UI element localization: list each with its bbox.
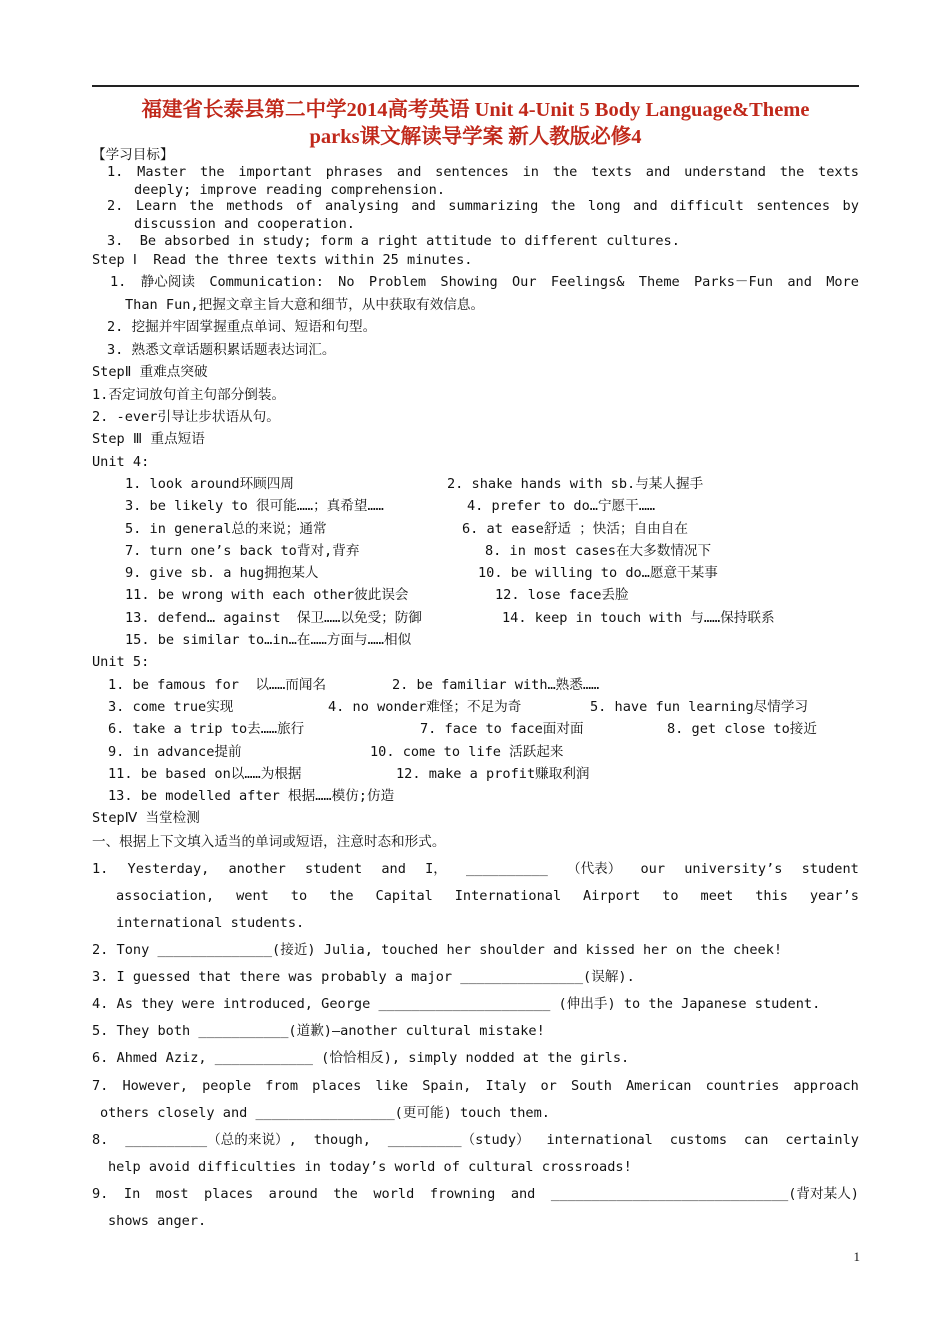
word: Spain, [422, 1078, 472, 1094]
word: Showing [440, 274, 498, 290]
word: to [290, 888, 308, 904]
word: world [373, 1186, 415, 1202]
word: However, [122, 1078, 188, 1094]
step1-item-1-line-2: Than Fun,把握文章主旨大意和细节，从中获取有效信息。 [125, 297, 485, 313]
word: texts [591, 164, 632, 180]
word: methods [226, 198, 284, 214]
unit5-phrase: 5. have fun learning尽情学习 [590, 699, 809, 715]
word: 8. [92, 1132, 109, 1148]
word: No [338, 274, 355, 290]
question-4: 4. As they were introduced, George _____________________ (伸出手) to the Japanese student. [92, 996, 821, 1012]
word: approach [793, 1078, 859, 1094]
word: More [826, 274, 859, 290]
question-1-line-1 [92, 859, 859, 879]
word: to [662, 888, 679, 904]
word: by [842, 198, 859, 214]
unit5-phrase: 3. come true实现 [108, 699, 234, 715]
word: difficult [670, 198, 744, 214]
unit4-phrase: 8. in most cases在大多数情况下 [485, 543, 712, 559]
word: Master [137, 164, 187, 180]
unit4-phrase: 13. defend… against 保卫……以免受；防御 [125, 610, 422, 626]
question-9-line-1 [92, 1184, 859, 1204]
unit4-phrase: 2. shake hands with sb.与某人握手 [447, 476, 704, 492]
word: the [779, 164, 805, 180]
question-9-line-2: shows anger. [108, 1213, 207, 1229]
question-1-line-2 [116, 886, 859, 906]
word: the [550, 198, 576, 214]
unit5-phrase: 4. no wonder难怪；不足为奇 [328, 699, 522, 715]
step1-item-2: 2. 挖掘并牢固掌握重点单词、短语和句型。 [107, 319, 377, 335]
word: most [155, 1186, 189, 1202]
objectives-heading: 【学习目标】 [92, 147, 174, 163]
word: certainly [785, 1132, 859, 1148]
unit4-phrase: 7. turn one’s back to背对,背弃 [125, 543, 360, 559]
unit4-phrase: 6. at ease舒适 ；快活；自由自在 [462, 521, 688, 537]
unit5-phrase: 2. be familiar with…熟悉…… [392, 677, 600, 693]
unit4-phrase: 1. look around环顾四周 [125, 476, 294, 492]
page-number: 1 [853, 1249, 860, 1264]
step2-heading: StepⅡ 重难点突破 [92, 364, 208, 380]
word: 2. [107, 198, 124, 214]
objective-2-line-2: discussion and cooperation. [134, 216, 355, 232]
word: student [304, 861, 363, 877]
unit4-phrase: 3. be likely to 很可能……；真希望…… [125, 498, 384, 514]
word: in [522, 164, 539, 180]
step2-item-2: 2. -ever引导让步状语从句。 [92, 409, 280, 425]
unit5-phrase: 7. face to face面对面 [420, 721, 584, 737]
step1-item-1-line-1 [110, 272, 859, 292]
step1-item-3: 3. 熟悉文章话题积累话题表达词汇。 [107, 342, 336, 358]
unit4-phrase: 10. be willing to do…愿意干某事 [478, 565, 718, 581]
word: student [801, 861, 859, 877]
objective-3: 3. Be absorbed in study; form a right attitude to different cultures. [107, 233, 680, 249]
word: went [236, 888, 269, 904]
unit4-phrase: 12. lose face丢脸 [495, 587, 629, 603]
word: international [546, 1132, 653, 1148]
word: association, [116, 888, 215, 904]
question-6: 6. Ahmed Aziz, ____________ (恰恰相反), simply nodded at the girls. [92, 1050, 630, 1066]
word: important [238, 164, 313, 180]
word: the [333, 1186, 358, 1202]
top-rule [92, 85, 859, 87]
word: the [189, 198, 214, 214]
word: sentences [435, 164, 509, 180]
word: __________（总的来说）, [125, 1132, 297, 1148]
word: 静心阅读 [140, 274, 196, 290]
word: and [633, 198, 658, 214]
unit4-phrase: 5. in general总的来说；通常 [125, 521, 327, 537]
word: university’s [684, 861, 783, 877]
unit5-phrase: 11. be based on以……为根据 [108, 766, 302, 782]
word: I， [425, 861, 447, 877]
word: phrases [325, 164, 384, 180]
unit5-label: Unit 5: [92, 654, 150, 670]
unit4-phrase: 14. keep in touch with 与……保持联系 [502, 610, 775, 626]
question-7-line-2: others closely and _________________(更可能) touch them. [100, 1105, 550, 1121]
word: Airport [583, 888, 641, 904]
word: South [570, 1078, 612, 1094]
word: __________ [466, 861, 548, 877]
word: American [626, 1078, 692, 1094]
unit4-phrase: 15. be similar to…in…在……方面与……相似 [125, 632, 412, 648]
word: and [645, 164, 671, 180]
unit4-phrase: 4. prefer to do…宁愿干…… [467, 498, 656, 514]
unit5-phrase: 8. get close to接近 [667, 721, 817, 737]
question-7-line-1 [92, 1076, 859, 1096]
unit5-phrase: 10. come to life 活跃起来 [370, 744, 564, 760]
word: the [329, 888, 354, 904]
word: sentences [756, 198, 831, 214]
step3-heading: Step Ⅲ 重点短语 [92, 431, 205, 447]
word: _________（study） [387, 1132, 530, 1148]
word: frowning [429, 1186, 496, 1202]
title-line-1: 福建省长泰县第二中学2014高考英语 Unit 4-Unit 5 Body Language&Theme [141, 99, 810, 121]
word: and [411, 198, 436, 214]
unit5-phrase: 1. be famous for 以……而闻名 [108, 677, 327, 693]
unit4-phrase: 11. be wrong with each other彼此误会 [125, 587, 409, 603]
word: year’s [809, 888, 859, 904]
word: like [375, 1078, 409, 1094]
word: our [640, 861, 666, 877]
word: and [787, 274, 812, 290]
objective-2-line-1 [107, 196, 859, 216]
question-2: 2. Tony ______________(接近) Julia, touched her shoulder and kissed her on the cheek! [92, 942, 783, 958]
word: long [587, 198, 621, 214]
word: places [204, 1186, 254, 1202]
unit5-phrase: 6. take a trip to去……旅行 [108, 721, 305, 737]
document-title [92, 97, 859, 151]
word: Theme [638, 274, 680, 290]
word: though, [313, 1132, 371, 1148]
word: the [200, 164, 225, 180]
unit5-phrase: 9. in advance提前 [108, 744, 242, 760]
word: 1. [92, 861, 109, 877]
word: from [265, 1078, 299, 1094]
unit5-phrase: 13. be modelled after 根据……模仿;仿造 [108, 788, 395, 804]
word: _____________________________(背对某人) [550, 1186, 859, 1202]
question-5: 5. They both ___________(道歉)—another cultural mistake! [92, 1023, 545, 1039]
word: 1. [110, 274, 127, 290]
word: Communication: [209, 274, 324, 290]
word: Our [511, 274, 537, 290]
word: places [312, 1078, 362, 1094]
question-8-line-2: help avoid difficulties in today’s world of cultural crossroads! [108, 1159, 632, 1175]
step4-heading: StepⅣ 当堂检测 [92, 810, 200, 826]
word: （代表） [566, 861, 622, 877]
word: Capital [375, 888, 433, 904]
word: In [123, 1186, 141, 1202]
word: customs [669, 1132, 728, 1148]
word: understand [684, 164, 766, 180]
word: and [510, 1186, 536, 1202]
step1-heading: Step Ⅰ Read the three texts within 25 minutes. [92, 252, 473, 268]
word: people [202, 1078, 252, 1094]
word: texts [818, 164, 859, 180]
word: of [296, 198, 313, 214]
word: meet [700, 888, 734, 904]
unit4-phrase: 9. give sb. a hug拥抱某人 [125, 565, 319, 581]
word: this [755, 888, 788, 904]
word: summarizing [448, 198, 539, 214]
question-8-line-1 [92, 1130, 859, 1150]
word: Learn [135, 198, 177, 214]
title-line-2: parks课文解读导学案 新人教版必修4 [309, 126, 642, 148]
unit5-phrase: 12. make a profit赚取利润 [396, 766, 590, 782]
word: and [381, 861, 406, 877]
word: Feelings& [550, 274, 625, 290]
word: or [540, 1078, 557, 1094]
word: International [454, 888, 562, 904]
word: Yesterday, [127, 861, 210, 877]
word: the [552, 164, 578, 180]
step4-instruction: 一、根据上下文填入适当的单词或短语，注意时态和形式。 [92, 834, 446, 850]
word: countries [705, 1078, 780, 1094]
word: 7. [92, 1078, 109, 1094]
word: and [396, 164, 422, 180]
word: Parks－Fun [693, 274, 774, 290]
word: Italy [485, 1078, 527, 1094]
question-1-line-3: international students. [116, 915, 305, 931]
step2-item-1: 1.否定词放句首主句部分倒装。 [92, 387, 286, 403]
word: Problem [368, 274, 427, 290]
word: 1. [107, 164, 124, 180]
word: can [743, 1132, 769, 1148]
word: 9. [92, 1186, 109, 1202]
objective-1-line-2: deeply; improve reading comprehension. [134, 182, 445, 198]
question-3: 3. I guessed that there was probably a major _______________(误解). [92, 969, 635, 985]
word: analysing [325, 198, 399, 214]
unit4-label: Unit 4: [92, 454, 150, 470]
word: another [228, 861, 286, 877]
objective-1-line-1 [107, 162, 859, 182]
word: around [268, 1186, 318, 1202]
